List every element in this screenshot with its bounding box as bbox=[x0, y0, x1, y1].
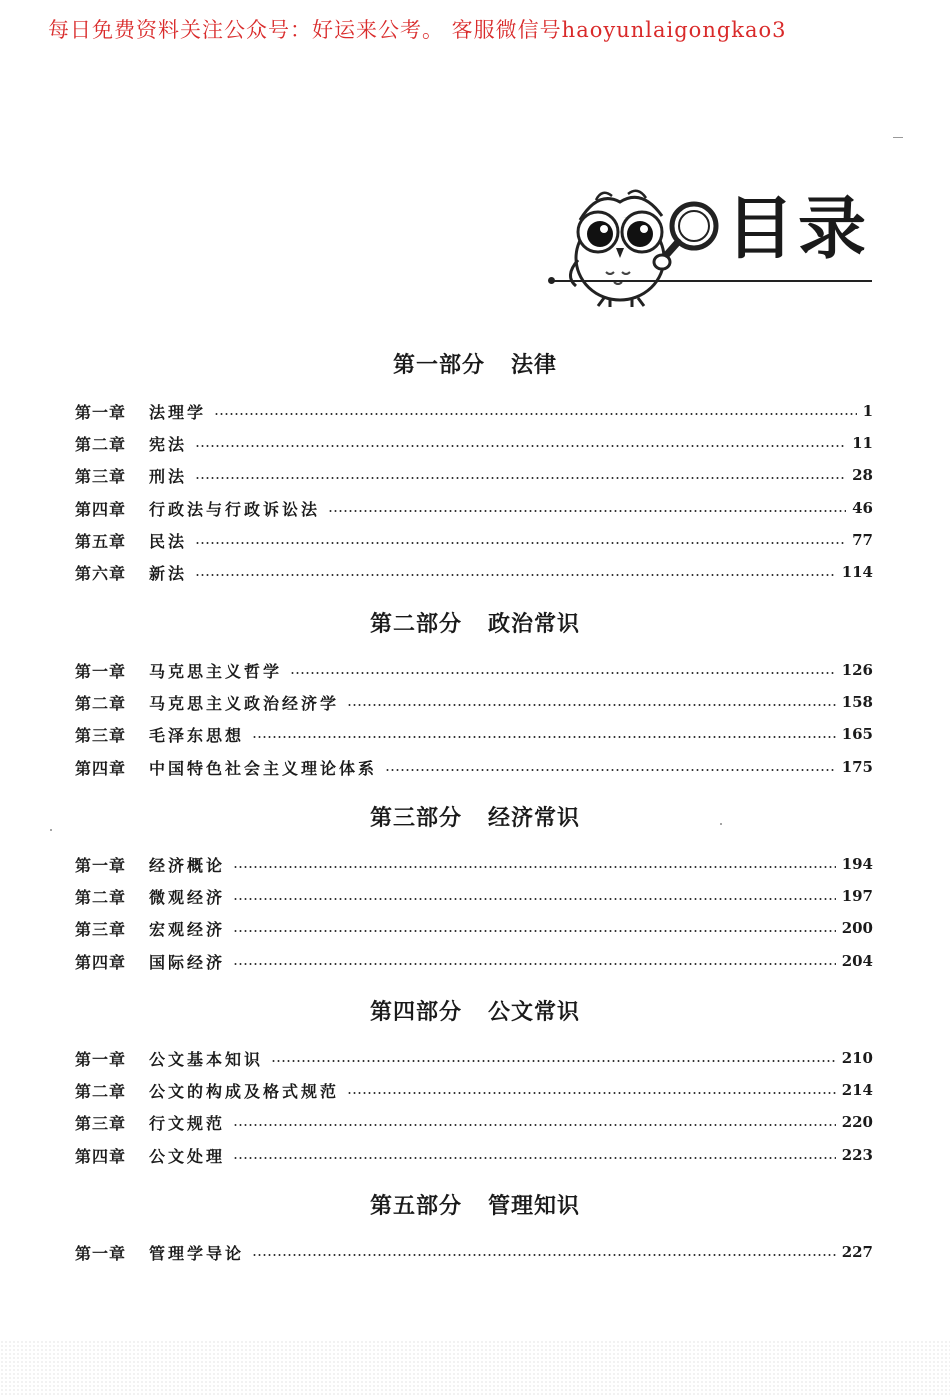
leader-dots bbox=[233, 866, 836, 868]
toc-entry[interactable] bbox=[75, 1046, 873, 1070]
chapter-number: 第六章 bbox=[75, 563, 127, 583]
leader-dots bbox=[252, 1254, 836, 1256]
title-underline bbox=[554, 280, 872, 282]
toc-entry[interactable] bbox=[75, 1078, 873, 1102]
part-title bbox=[0, 801, 950, 832]
chapter-name: 法理学 bbox=[149, 402, 207, 422]
page-number: 200 bbox=[841, 919, 873, 937]
chapter-number: 第一章 bbox=[75, 1049, 127, 1069]
part-name: 管理知识 bbox=[488, 1193, 581, 1219]
chapter-number: 第二章 bbox=[75, 434, 127, 454]
page-number: 1 bbox=[862, 402, 873, 420]
chapter-number: 第四章 bbox=[75, 1146, 127, 1166]
toc-entry[interactable] bbox=[75, 755, 873, 779]
chapter-name: 马克思主义哲学 bbox=[149, 661, 283, 681]
page-number: 204 bbox=[841, 952, 873, 970]
toc-entry[interactable] bbox=[75, 1110, 873, 1134]
page-number: 227 bbox=[841, 1243, 873, 1261]
toc-entry[interactable] bbox=[75, 722, 873, 746]
chapter-name: 新法 bbox=[149, 563, 188, 583]
leader-dots bbox=[347, 1092, 836, 1094]
leader-dots bbox=[252, 736, 836, 738]
scan-speck bbox=[50, 829, 52, 831]
chapter-name: 公文基本知识 bbox=[149, 1049, 264, 1069]
page-number: 114 bbox=[841, 563, 873, 581]
page-number: 46 bbox=[852, 499, 873, 517]
leader-dots bbox=[214, 413, 857, 415]
leader-dots bbox=[290, 672, 836, 674]
page-number: 11 bbox=[852, 434, 873, 452]
toc-entry[interactable] bbox=[75, 884, 873, 908]
chapter-name: 公文的构成及格式规范 bbox=[149, 1081, 340, 1101]
chapter-number: 第一章 bbox=[75, 402, 127, 422]
chapter-name: 宏观经济 bbox=[149, 919, 226, 939]
chapter-name: 宪法 bbox=[149, 434, 188, 454]
chapter-number: 第三章 bbox=[75, 725, 127, 745]
leader-dots bbox=[195, 445, 846, 447]
part-label: 第二部分 bbox=[369, 611, 462, 637]
page-number: 220 bbox=[841, 1113, 873, 1131]
chapter-name: 马克思主义政治经济学 bbox=[149, 693, 340, 713]
toc-entry[interactable] bbox=[75, 399, 873, 423]
toc-entry[interactable] bbox=[75, 528, 873, 552]
chapter-number: 第一章 bbox=[75, 1243, 127, 1263]
chapter-name: 经济概论 bbox=[149, 855, 226, 875]
leader-dots bbox=[195, 542, 846, 544]
toc-entry[interactable] bbox=[75, 852, 873, 876]
chapter-number: 第二章 bbox=[75, 693, 127, 713]
leader-dots bbox=[271, 1060, 836, 1062]
toc-entry[interactable] bbox=[75, 690, 873, 714]
page-number: 158 bbox=[841, 693, 873, 711]
toc-entry[interactable] bbox=[75, 496, 873, 520]
part-title bbox=[0, 348, 950, 379]
chapter-name: 刑法 bbox=[149, 466, 188, 486]
page-number: 165 bbox=[841, 725, 873, 743]
page-number: 28 bbox=[852, 466, 873, 484]
leader-dots bbox=[195, 574, 836, 576]
chapter-name: 民法 bbox=[149, 531, 188, 551]
page-mark bbox=[893, 137, 903, 138]
part-label: 第四部分 bbox=[369, 999, 462, 1025]
part-label: 第三部分 bbox=[369, 805, 462, 831]
part-title bbox=[0, 1189, 950, 1220]
chapter-number: 第二章 bbox=[75, 887, 127, 907]
page-number: 214 bbox=[841, 1081, 873, 1099]
watermark-text: 每日免费资料关注公众号：好运来公考。 客服微信号haoyunlaigongkao3 bbox=[48, 18, 787, 42]
chapter-name: 公文处理 bbox=[149, 1146, 226, 1166]
toc-entry[interactable] bbox=[75, 1143, 873, 1167]
page-number: 194 bbox=[841, 855, 873, 873]
page-number: 77 bbox=[852, 531, 873, 549]
page-number: 175 bbox=[841, 758, 873, 776]
chapter-number: 第二章 bbox=[75, 1081, 127, 1101]
chapter-number: 第三章 bbox=[75, 1113, 127, 1133]
page-number: 126 bbox=[841, 661, 873, 679]
toc-entry[interactable] bbox=[75, 560, 873, 584]
scan-speck bbox=[720, 823, 722, 825]
chapter-number: 第一章 bbox=[75, 855, 127, 875]
page-number: 197 bbox=[841, 887, 873, 905]
page-number: 223 bbox=[841, 1146, 873, 1164]
chapter-number: 第一章 bbox=[75, 661, 127, 681]
chapter-number: 第四章 bbox=[75, 499, 127, 519]
chapter-name: 微观经济 bbox=[149, 887, 226, 907]
chapter-name: 中国特色社会主义理论体系 bbox=[149, 758, 378, 778]
part-title bbox=[0, 607, 950, 638]
part-name: 公文常识 bbox=[488, 999, 581, 1025]
toc-entry[interactable] bbox=[75, 916, 873, 940]
toc-header bbox=[548, 180, 878, 310]
chapter-name: 行政法与行政诉讼法 bbox=[149, 499, 321, 519]
chapter-name: 行文规范 bbox=[149, 1113, 226, 1133]
leader-dots bbox=[233, 930, 836, 932]
toc-entry[interactable] bbox=[75, 949, 873, 973]
chapter-name: 毛泽东思想 bbox=[149, 725, 245, 745]
leader-dots bbox=[233, 1157, 836, 1159]
leader-dots bbox=[328, 510, 846, 512]
chapter-name: 国际经济 bbox=[149, 952, 226, 972]
part-name: 法律 bbox=[511, 352, 558, 378]
leader-dots bbox=[385, 769, 836, 771]
chapter-number: 第四章 bbox=[75, 952, 127, 972]
chapter-number: 第五章 bbox=[75, 531, 127, 551]
leader-dots bbox=[347, 704, 836, 706]
owl-mascot-icon bbox=[558, 180, 728, 308]
leader-dots bbox=[233, 898, 836, 900]
toc-entry[interactable] bbox=[75, 431, 873, 455]
chapter-number: 第三章 bbox=[75, 466, 127, 486]
leader-dots bbox=[233, 963, 836, 965]
scan-noise bbox=[0, 1340, 950, 1397]
part-name: 政治常识 bbox=[488, 611, 581, 637]
part-title bbox=[0, 995, 950, 1026]
page-title: 目录 bbox=[726, 190, 871, 269]
part-label: 第五部分 bbox=[369, 1193, 462, 1219]
part-label: 第一部分 bbox=[392, 352, 485, 378]
chapter-name: 管理学导论 bbox=[149, 1243, 245, 1263]
part-name: 经济常识 bbox=[488, 805, 581, 831]
toc-entry[interactable] bbox=[75, 658, 873, 682]
leader-dots bbox=[233, 1124, 836, 1126]
page-number: 210 bbox=[841, 1049, 873, 1067]
toc-entry[interactable] bbox=[75, 463, 873, 487]
chapter-number: 第三章 bbox=[75, 919, 127, 939]
toc-entry[interactable] bbox=[75, 1240, 873, 1264]
chapter-number: 第四章 bbox=[75, 758, 127, 778]
leader-dots bbox=[195, 477, 846, 479]
